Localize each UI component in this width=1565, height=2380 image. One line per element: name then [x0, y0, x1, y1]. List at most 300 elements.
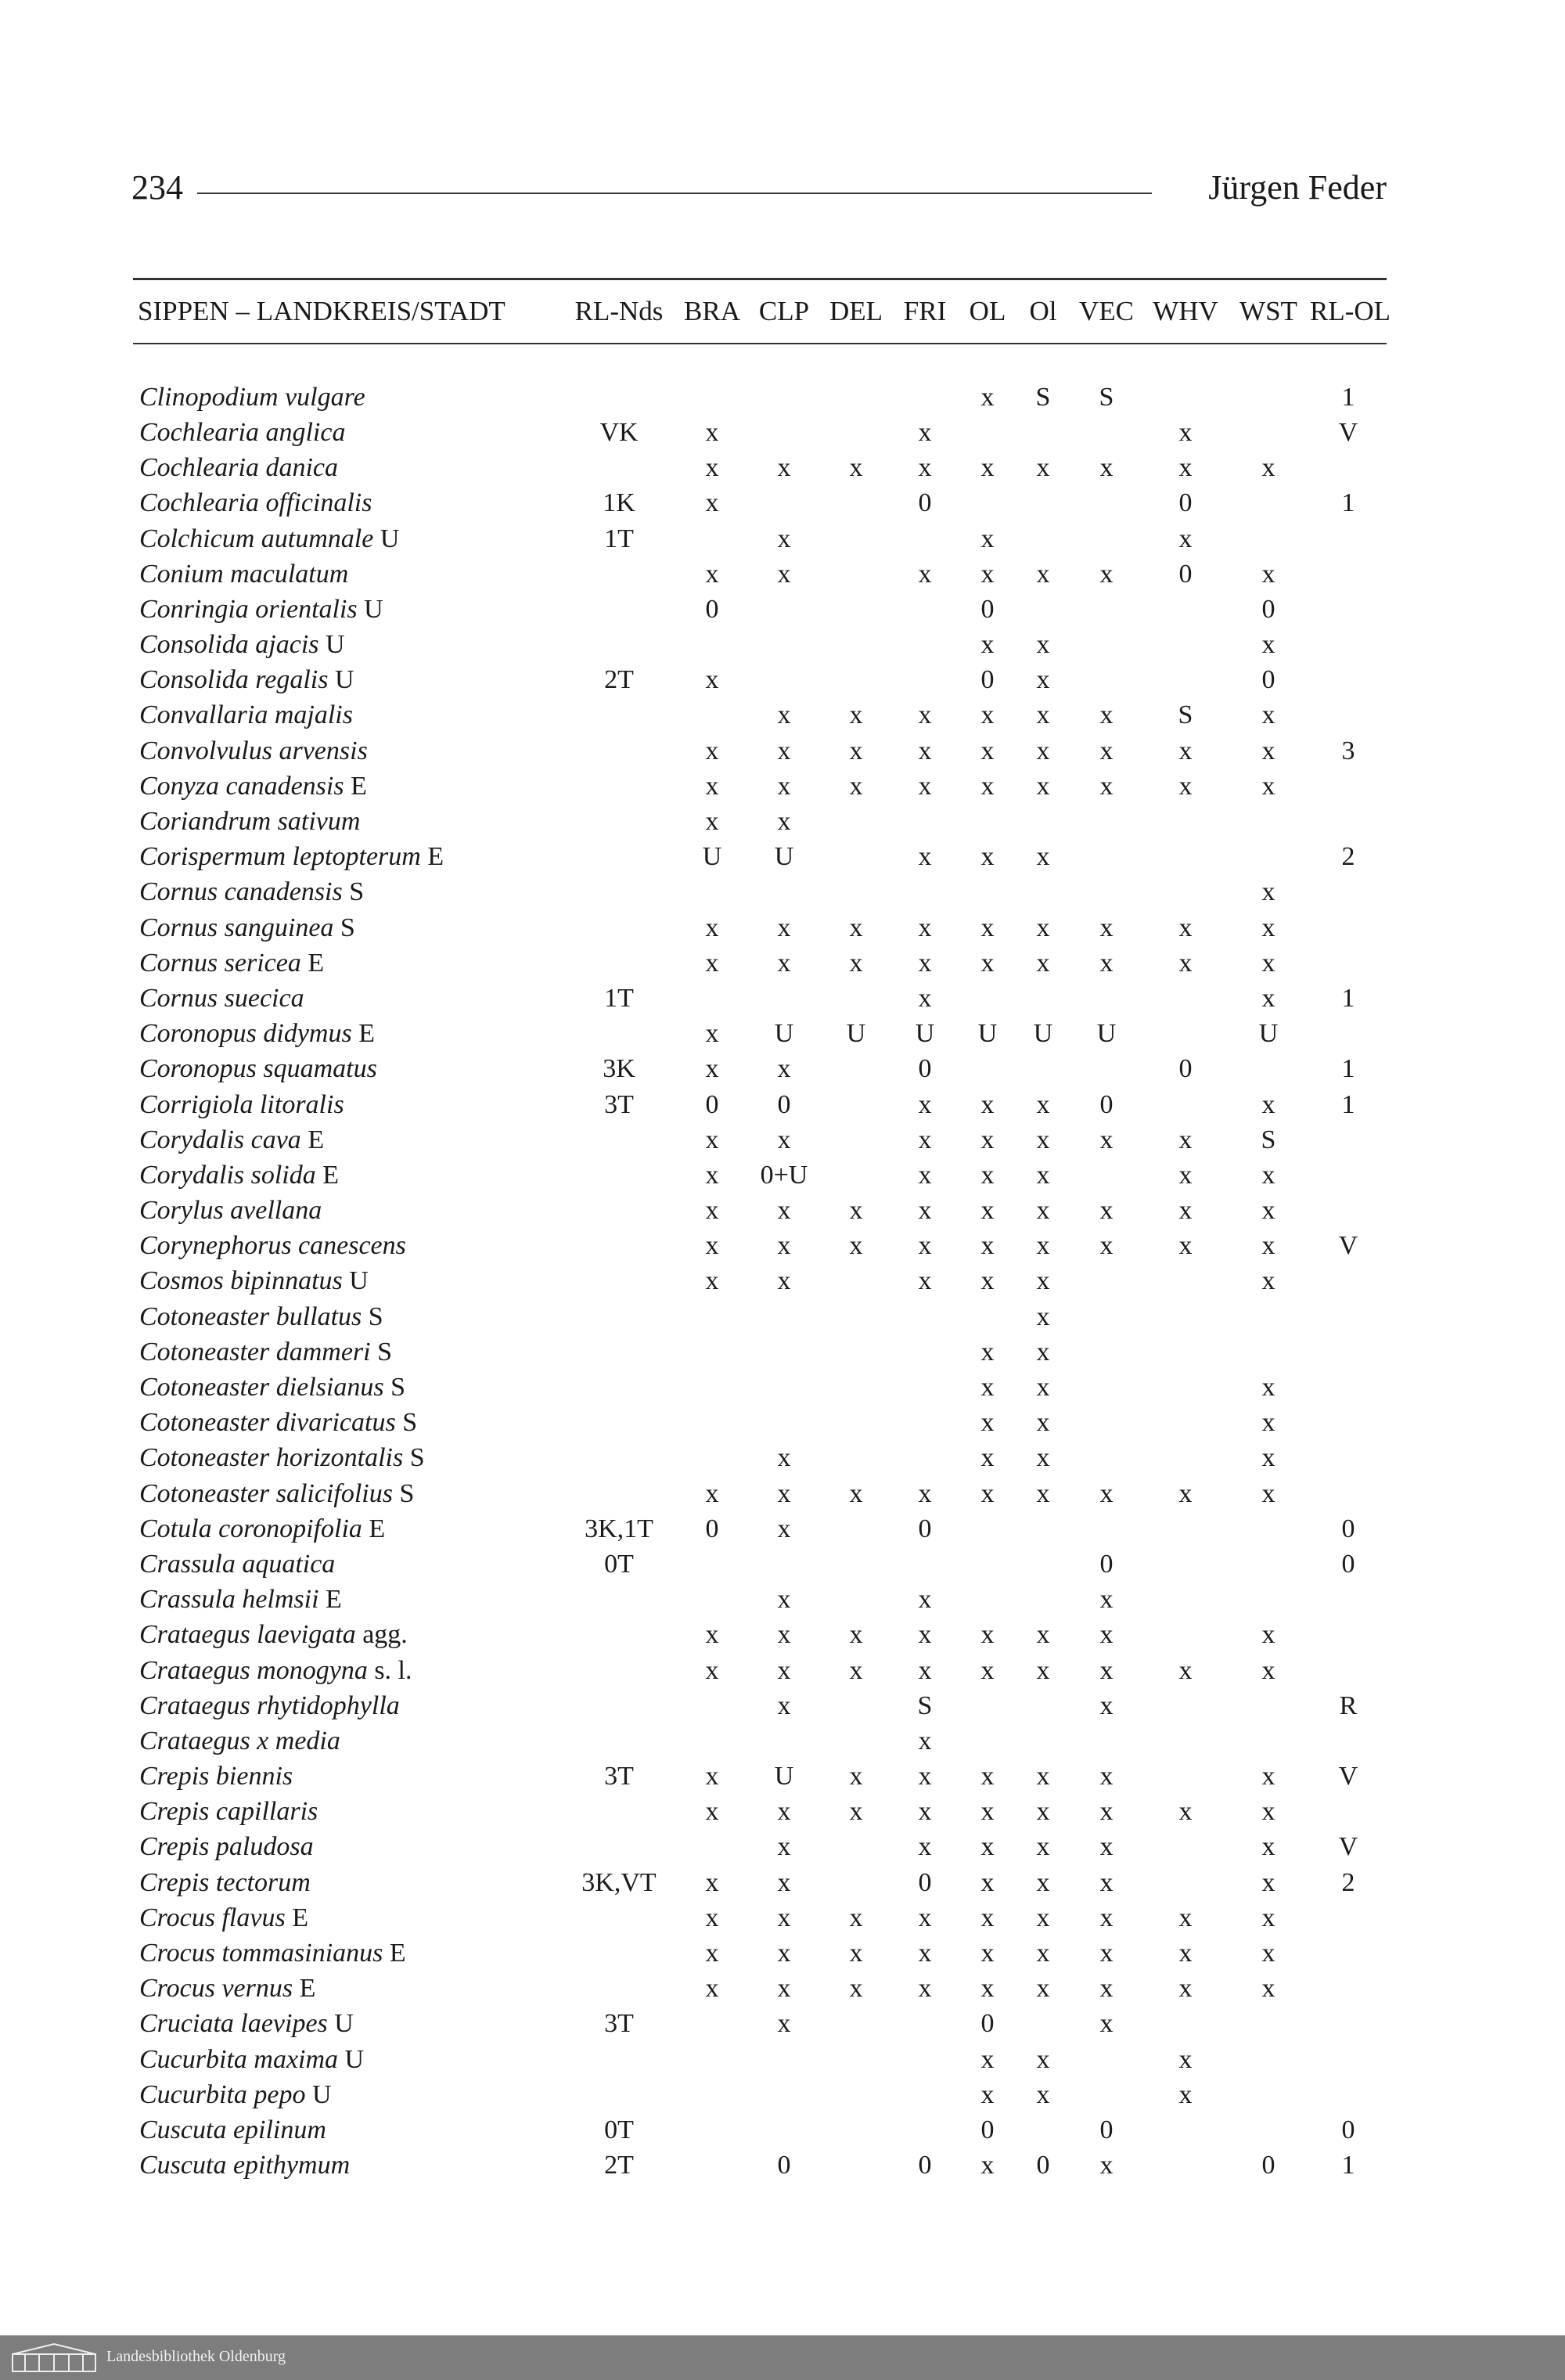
species-name: Crataegus laevigata [139, 1620, 356, 1650]
table-cell: x [849, 913, 863, 942]
table-cell: 0 [1178, 488, 1193, 518]
species-name-cell [133, 2148, 562, 2184]
table-cell [1227, 1334, 1310, 1370]
table-cell [820, 415, 892, 450]
table-cell [1227, 804, 1310, 839]
table-cell: 0 [1341, 2115, 1355, 2144]
table-cell: x [918, 1832, 932, 1862]
table-cell: x [1261, 1089, 1275, 1119]
column-header: BRA [676, 279, 748, 344]
table-cell: x [705, 1620, 719, 1650]
table-cell: x [1261, 1231, 1275, 1261]
table-cell: U [774, 842, 794, 872]
table-cell: U [915, 1019, 935, 1049]
table-cell: x [980, 1797, 995, 1827]
table-cell: x [918, 948, 932, 978]
table-cell: x [777, 807, 791, 837]
table-cell [820, 1723, 892, 1759]
species-status-suffix: E [308, 948, 325, 978]
table-cell: x [777, 1443, 791, 1473]
table-cell: x [777, 1974, 791, 2004]
table-cell [820, 981, 892, 1016]
table-cell: x [1099, 1125, 1113, 1154]
table-cell [1144, 1688, 1227, 1723]
species-name: Cochlearia anglica [139, 417, 346, 447]
table-cell [958, 1511, 1017, 1546]
table-cell: x [1036, 2044, 1050, 2074]
table-header-row [133, 279, 1387, 344]
table-cell [562, 804, 676, 839]
table-cell [562, 1229, 676, 1264]
table-cell: x [1099, 700, 1113, 730]
table-cell [1310, 698, 1387, 733]
table-cell [748, 486, 820, 521]
table-cell [1310, 2042, 1387, 2077]
table-cell: x [1178, 1797, 1193, 1827]
table-cell [562, 1122, 676, 1158]
table-row [133, 628, 1387, 663]
table-cell [1069, 1264, 1144, 1299]
species-status-suffix: U [311, 2079, 332, 2109]
table-cell: x [777, 1620, 791, 1650]
table-cell [1144, 1299, 1227, 1334]
table-cell: x [1036, 1089, 1050, 1119]
table-cell [1144, 1370, 1227, 1405]
table-cell: x [1036, 665, 1050, 695]
table-row [133, 1546, 1387, 1582]
table-cell [820, 628, 892, 663]
table-cell [1144, 1618, 1227, 1653]
table-cell: U [774, 1019, 794, 1049]
table-cell: x [1036, 1939, 1050, 1968]
table-row [133, 1406, 1387, 1441]
table-row [133, 2042, 1387, 2077]
table-cell: 0 [980, 2009, 995, 2039]
table-row [133, 698, 1387, 733]
table-cell: x [705, 736, 719, 765]
table-cell: x [1178, 1655, 1193, 1685]
table-row [133, 451, 1387, 486]
table-cell: x [1261, 1655, 1275, 1685]
species-name: Coronopus didymus [139, 1019, 352, 1049]
species-name: Cotoneaster bullatus [139, 1302, 362, 1331]
species-name: Crocus flavus [139, 1903, 286, 1932]
table-cell [820, 804, 892, 839]
table-row [133, 945, 1387, 981]
table-cell: x [1036, 1337, 1050, 1366]
table-cell: x [1036, 1302, 1050, 1331]
table-cell: 0 [1099, 2115, 1113, 2144]
table-cell [1310, 1582, 1387, 1618]
table-cell: x [980, 948, 995, 978]
table-cell [820, 556, 892, 592]
table-cell: x [918, 1196, 932, 1226]
table-cell [1310, 804, 1387, 839]
table-cell [676, 1830, 748, 1865]
table-cell: U [1258, 1019, 1279, 1049]
table-cell [1144, 628, 1227, 663]
table-row [133, 556, 1387, 592]
table-cell: x [1178, 1903, 1193, 1932]
species-name: Clinopodium vulgare [139, 382, 365, 412]
table-row [133, 1759, 1387, 1795]
table-cell [892, 1334, 958, 1370]
table-cell [1069, 1158, 1144, 1193]
table-cell [562, 945, 676, 981]
table-cell [1017, 875, 1069, 910]
table-cell [820, 1406, 892, 1441]
species-status-suffix: U [326, 630, 345, 660]
table-row [133, 804, 1387, 839]
table-cell: 0 [705, 594, 719, 624]
species-name: Cruciata laevipes [139, 2009, 328, 2039]
species-name-cell [133, 1511, 562, 1546]
table-cell: x [1261, 1443, 1275, 1473]
table-cell: 0 [918, 2151, 932, 2180]
table-cell [820, 663, 892, 698]
table-cell: U [1033, 1019, 1053, 1049]
table-cell [820, 592, 892, 627]
table-cell: x [705, 1125, 719, 1154]
table-cell: 0 [1261, 665, 1275, 695]
table-row [133, 2112, 1387, 2148]
species-status-suffix: U [364, 594, 383, 624]
table-cell: x [849, 1655, 863, 1685]
table-cell: x [1178, 1196, 1193, 1226]
table-cell [1144, 804, 1227, 839]
table-row [133, 1264, 1387, 1299]
table-cell [562, 628, 676, 663]
species-status-suffix: S [349, 877, 365, 907]
table-cell: x [980, 736, 995, 765]
table-cell: x [918, 1903, 932, 1932]
table-cell: x [918, 842, 932, 872]
column-header: FRI [892, 279, 958, 344]
species-status-suffix: E [308, 1125, 325, 1154]
table-cell: x [980, 771, 995, 801]
table-cell [562, 875, 676, 910]
species-name-cell [133, 1582, 562, 1618]
table-cell [748, 1334, 820, 1370]
table-cell [1069, 486, 1144, 521]
table-cell: x [918, 559, 932, 589]
column-header: CLP [748, 279, 820, 344]
table-cell [1227, 486, 1310, 521]
table-row [133, 2007, 1387, 2042]
table-cell [1069, 592, 1144, 627]
table-cell: x [1178, 1478, 1193, 1508]
species-status-suffix: S [377, 1337, 393, 1366]
table-cell [676, 1334, 748, 1370]
species-name-cell [133, 1441, 562, 1476]
table-cell: 0 [1178, 1054, 1193, 1084]
table-cell [562, 1900, 676, 1935]
table-cell [892, 380, 958, 415]
table-cell [1310, 628, 1387, 663]
table-cell [1017, 1546, 1069, 1582]
table-cell [676, 1370, 748, 1405]
table-cell [1227, 1511, 1310, 1546]
table-cell: x [1036, 736, 1050, 765]
table-cell: x [705, 1160, 719, 1190]
table-cell: R [1339, 1690, 1358, 1720]
table-cell: x [1036, 1867, 1050, 1897]
table-cell: x [1261, 1974, 1275, 2004]
table-cell [1069, 1441, 1144, 1476]
table-cell [562, 1971, 676, 2007]
table-cell [892, 2077, 958, 2112]
table-cell [1310, 1194, 1387, 1229]
species-name: Crocus vernus [139, 1974, 293, 2004]
table-cell [1144, 2148, 1227, 2184]
table-cell: x [1036, 1903, 1050, 1932]
table-cell [1069, 1511, 1144, 1546]
table-cell [562, 1618, 676, 1653]
table-cell: x [1261, 1620, 1275, 1650]
table-cell: x [980, 1620, 995, 1650]
species-name-cell [133, 1158, 562, 1193]
table-cell: x [849, 736, 863, 765]
table-cell [1069, 804, 1144, 839]
table-row [133, 1122, 1387, 1158]
table-cell [1310, 2077, 1387, 2112]
table-cell: x [705, 1974, 719, 2004]
table-cell: x [980, 1867, 995, 1897]
table-row [133, 1900, 1387, 1935]
table-cell: 0 [1099, 1549, 1113, 1579]
species-name: Cornus sanguinea [139, 913, 334, 942]
species-name: Conringia orientalis [139, 594, 358, 624]
table-cell: x [777, 1231, 791, 1261]
table-cell: x [1036, 1160, 1050, 1190]
table-cell: x [777, 1939, 791, 1968]
table-cell: VK [599, 417, 639, 447]
table-cell [1069, 628, 1144, 663]
species-status-suffix: S [368, 1302, 383, 1331]
table-cell [676, 1688, 748, 1723]
table-cell: V [1338, 1231, 1358, 1261]
table-cell: x [918, 736, 932, 765]
table-cell [1017, 1723, 1069, 1759]
table-cell [562, 698, 676, 733]
table-cell [820, 1441, 892, 1476]
table-cell [1144, 1511, 1227, 1546]
table-cell: 0+U [760, 1160, 808, 1190]
table-cell [820, 1688, 892, 1723]
table-cell: x [1036, 913, 1050, 942]
table-cell [1144, 380, 1227, 415]
table-cell: 1 [1341, 983, 1355, 1013]
table-cell: x [777, 1266, 791, 1296]
species-name-cell [133, 380, 562, 415]
table-cell: x [1099, 1939, 1113, 1968]
table-cell: x [849, 1478, 863, 1508]
table-cell: x [980, 630, 995, 660]
table-cell: x [1099, 453, 1113, 483]
table-cell: x [980, 700, 995, 730]
table-cell: x [1099, 1231, 1113, 1261]
table-row [133, 1441, 1387, 1476]
species-name-cell [133, 1229, 562, 1264]
species-name-cell [133, 486, 562, 521]
table-cell: x [980, 1939, 995, 1968]
table-cell [1310, 1935, 1387, 1971]
table-cell: x [1099, 1655, 1113, 1685]
table-cell: x [705, 1939, 719, 1968]
species-name-cell [133, 733, 562, 769]
species-name-cell [133, 1759, 562, 1795]
table-cell: S [1099, 382, 1114, 412]
table-cell [820, 1264, 892, 1299]
species-name-cell [133, 1370, 562, 1405]
table-cell: x [1099, 1478, 1113, 1508]
table-cell: 0 [777, 2151, 791, 2180]
column-header: DEL [820, 279, 892, 344]
table-cell [1069, 981, 1144, 1016]
table-cell: x [1099, 2009, 1113, 2039]
table-cell [820, 1582, 892, 1618]
species-name: Corrigiola litoralis [139, 1089, 344, 1119]
table-cell: 1 [1341, 382, 1355, 412]
table-cell: x [705, 1797, 719, 1827]
table-cell: 2 [1341, 1867, 1355, 1897]
table-cell [1227, 1546, 1310, 1582]
table-cell [676, 2007, 748, 2042]
table-cell: 0 [705, 1514, 719, 1543]
table-cell [562, 1299, 676, 1334]
table-cell [1310, 1900, 1387, 1935]
table-cell: x [980, 1337, 995, 1366]
table-cell [1069, 1406, 1144, 1441]
table-cell: x [1099, 1797, 1113, 1827]
table-cell [676, 628, 748, 663]
table-cell: x [1036, 1478, 1050, 1508]
table-cell [1069, 1334, 1144, 1370]
table-cell: x [918, 1231, 932, 1261]
table-cell [1069, 1370, 1144, 1405]
species-name-cell [133, 945, 562, 981]
table-cell [820, 1830, 892, 1865]
table-cell [676, 875, 748, 910]
table-row [133, 380, 1387, 415]
species-name: Cucurbita pepo [139, 2079, 306, 2109]
table-cell: 0T [604, 2115, 634, 2144]
table-cell [1310, 875, 1387, 910]
table-cell [892, 521, 958, 556]
table-cell [892, 1370, 958, 1405]
table-cell: x [1261, 1903, 1275, 1932]
species-name-cell [133, 1618, 562, 1653]
table-cell [1227, 2077, 1310, 2112]
species-name: Cuscuta epilinum [139, 2115, 326, 2144]
table-cell: 2T [604, 2151, 634, 2180]
table-cell [1227, 415, 1310, 450]
table-cell: x [777, 1514, 791, 1543]
spacer-row [133, 344, 1387, 380]
table-cell: 3T [604, 1089, 634, 1119]
table-cell [1144, 2112, 1227, 2148]
table-cell [958, 1688, 1017, 1723]
table-cell [820, 875, 892, 910]
column-header: SIPPEN – LANDKREIS/STADT [133, 279, 562, 344]
table-cell [562, 451, 676, 486]
table-cell: x [1261, 948, 1275, 978]
table-cell: x [1036, 842, 1050, 872]
table-row [133, 1299, 1387, 1334]
table-cell: 0 [1178, 559, 1193, 589]
table-row [133, 1158, 1387, 1193]
table-cell [820, 1052, 892, 1087]
table-cell: x [705, 1903, 719, 1932]
table-cell [562, 733, 676, 769]
table-cell: x [1178, 524, 1193, 553]
table-cell: x [1261, 700, 1275, 730]
species-status-suffix: s. l. [374, 1655, 412, 1685]
table-cell: x [1099, 2151, 1113, 2180]
table-cell: x [849, 700, 863, 730]
table-cell: x [1261, 1867, 1275, 1897]
table-cell: x [705, 1196, 719, 1226]
table-cell [958, 1582, 1017, 1618]
table-cell: x [1036, 559, 1050, 589]
table-cell [820, 2007, 892, 2042]
table-cell: x [705, 1762, 719, 1791]
table-row [133, 1334, 1387, 1370]
table-cell [892, 1299, 958, 1334]
table-cell [562, 1264, 676, 1299]
table-cell: 1T [604, 983, 634, 1013]
table-cell: x [1261, 630, 1275, 660]
species-name: Coriandrum sativum [139, 807, 361, 837]
species-name-cell [133, 1935, 562, 1971]
species-status-suffix: agg. [362, 1620, 408, 1650]
table-row [133, 486, 1387, 521]
table-cell: x [980, 1373, 995, 1402]
table-cell: 3K,1T [585, 1514, 653, 1543]
table-cell: x [1099, 1832, 1113, 1862]
species-name-cell [133, 698, 562, 733]
table-cell [1144, 663, 1227, 698]
table-cell [1310, 592, 1387, 627]
table-cell: x [980, 524, 995, 553]
table-cell [748, 2112, 820, 2148]
species-name-cell [133, 451, 562, 486]
table-cell: x [777, 771, 791, 801]
table-cell [1017, 1052, 1069, 1087]
table-cell: x [849, 771, 863, 801]
table-cell: x [705, 913, 719, 942]
table-cell [562, 380, 676, 415]
table-cell: x [980, 2044, 995, 2074]
species-name: Corydalis cava [139, 1125, 301, 1154]
table-cell [1310, 1158, 1387, 1193]
table-cell: U [1096, 1019, 1117, 1049]
species-name: Coronopus squamatus [139, 1054, 377, 1084]
table-row [133, 1370, 1387, 1405]
table-cell: x [1099, 913, 1113, 942]
table-cell [1144, 1334, 1227, 1370]
table-cell [1069, 415, 1144, 450]
table-cell: x [980, 1231, 995, 1261]
table-cell: 1 [1341, 488, 1355, 518]
table-cell: x [777, 1832, 791, 1862]
table-cell: x [705, 948, 719, 978]
table-cell: 0 [1261, 2151, 1275, 2180]
table-row [133, 663, 1387, 698]
species-name-cell [133, 840, 562, 875]
table-cell [562, 840, 676, 875]
species-name: Convolvulus arvensis [139, 736, 368, 765]
